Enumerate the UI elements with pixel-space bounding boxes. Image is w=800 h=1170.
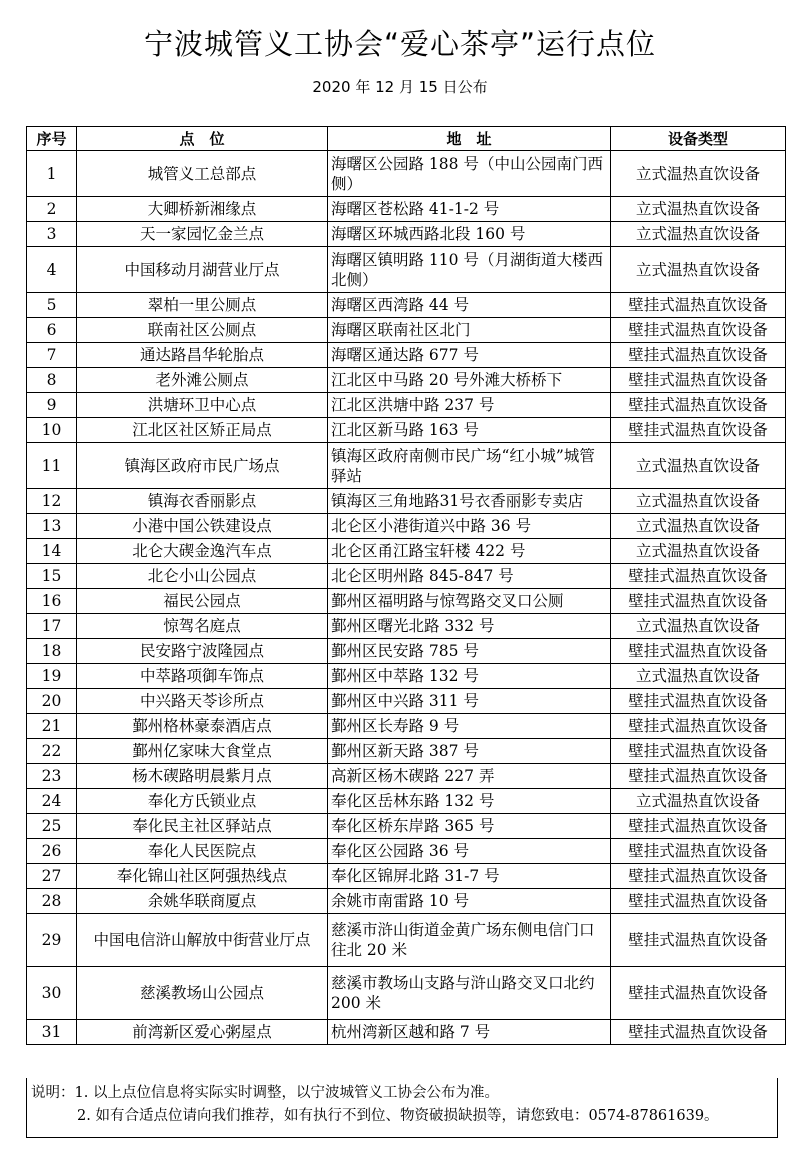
row-address: 鄞州区新天路 387 号 bbox=[328, 739, 611, 764]
row-location: 鄞州亿家味大食堂点 bbox=[77, 739, 328, 764]
row-location: 奉化人民医院点 bbox=[77, 839, 328, 864]
table-row bbox=[27, 393, 786, 418]
row-device-type: 立式温热直饮设备 bbox=[611, 489, 786, 514]
table-row bbox=[27, 151, 786, 197]
row-address: 海曙区镇明路 110 号（月湖街道大楼西北侧） bbox=[328, 247, 611, 293]
row-device-type: 壁挂式温热直饮设备 bbox=[611, 393, 786, 418]
row-device-type: 壁挂式温热直饮设备 bbox=[611, 739, 786, 764]
row-location: 余姚华联商厦点 bbox=[77, 889, 328, 914]
table-row bbox=[27, 739, 786, 764]
row-no: 31 bbox=[27, 1020, 77, 1045]
table-row bbox=[27, 764, 786, 789]
row-address: 杭州湾新区越和路 7 号 bbox=[328, 1020, 611, 1045]
table-row bbox=[27, 368, 786, 393]
row-device-type: 立式温热直饮设备 bbox=[611, 222, 786, 247]
row-location: 杨木碶路明晨紫月点 bbox=[77, 764, 328, 789]
row-device-type: 立式温热直饮设备 bbox=[611, 443, 786, 489]
row-device-type: 壁挂式温热直饮设备 bbox=[611, 889, 786, 914]
table-row bbox=[27, 864, 786, 889]
row-address: 奉化区岳林东路 132 号 bbox=[328, 789, 611, 814]
row-location: 中萃路项御车饰点 bbox=[77, 664, 328, 689]
row-location: 中国电信浒山解放中街营业厅点 bbox=[77, 914, 328, 967]
row-location: 中兴路天苓诊所点 bbox=[77, 689, 328, 714]
row-location: 江北区社区矫正局点 bbox=[77, 418, 328, 443]
row-location: 奉化锦山社区阿强热线点 bbox=[77, 864, 328, 889]
table-row bbox=[27, 714, 786, 739]
table-row bbox=[27, 789, 786, 814]
row-location: 镇海区政府市民广场点 bbox=[77, 443, 328, 489]
row-no: 4 bbox=[27, 247, 77, 293]
row-address: 海曙区环城西路北段 160 号 bbox=[328, 222, 611, 247]
table-row bbox=[27, 443, 786, 489]
table-row bbox=[27, 197, 786, 222]
header-location: 点 位 bbox=[77, 127, 328, 151]
row-location: 翠柏一里公厕点 bbox=[77, 293, 328, 318]
row-address: 鄞州区民安路 785 号 bbox=[328, 639, 611, 664]
row-address: 北仑区甬江路宝轩楼 422 号 bbox=[328, 539, 611, 564]
row-device-type: 壁挂式温热直饮设备 bbox=[611, 864, 786, 889]
row-device-type: 壁挂式温热直饮设备 bbox=[611, 368, 786, 393]
row-address: 海曙区联南社区北门 bbox=[328, 318, 611, 343]
table-row bbox=[27, 689, 786, 714]
row-location: 北仑小山公园点 bbox=[77, 564, 328, 589]
row-no: 26 bbox=[27, 839, 77, 864]
publish-date: 2020 年 12 月 15 日公布 bbox=[312, 78, 488, 96]
table-row bbox=[27, 914, 786, 967]
row-device-type: 壁挂式温热直饮设备 bbox=[611, 814, 786, 839]
row-address: 江北区洪塘中路 237 号 bbox=[328, 393, 611, 418]
row-no: 15 bbox=[27, 564, 77, 589]
row-address: 江北区中马路 20 号外滩大桥桥下 bbox=[328, 368, 611, 393]
row-no: 27 bbox=[27, 864, 77, 889]
page-title: 宁波城管义工协会“爱心茶亭”运行点位 bbox=[143, 27, 657, 61]
table-row bbox=[27, 343, 786, 368]
row-device-type: 壁挂式温热直饮设备 bbox=[611, 839, 786, 864]
row-address: 慈溪市教场山支路与浒山路交叉口北约 200 米 bbox=[328, 967, 611, 1020]
row-device-type: 壁挂式温热直饮设备 bbox=[611, 293, 786, 318]
row-no: 13 bbox=[27, 514, 77, 539]
row-address: 鄞州区中萃路 132 号 bbox=[328, 664, 611, 689]
row-location: 慈溪教场山公园点 bbox=[77, 967, 328, 1020]
table-row bbox=[27, 664, 786, 689]
header-address: 地 址 bbox=[328, 127, 611, 151]
row-no: 22 bbox=[27, 739, 77, 764]
locations-table bbox=[26, 126, 786, 1045]
row-no: 23 bbox=[27, 764, 77, 789]
row-no: 7 bbox=[27, 343, 77, 368]
row-no: 17 bbox=[27, 614, 77, 639]
row-location: 城管义工总部点 bbox=[77, 151, 328, 197]
table-row bbox=[27, 814, 786, 839]
table-row bbox=[27, 222, 786, 247]
row-no: 5 bbox=[27, 293, 77, 318]
row-address: 江北区新马路 163 号 bbox=[328, 418, 611, 443]
row-location: 北仑大碶金逸汽车点 bbox=[77, 539, 328, 564]
row-device-type: 壁挂式温热直饮设备 bbox=[611, 318, 786, 343]
row-device-type: 壁挂式温热直饮设备 bbox=[611, 589, 786, 614]
row-address: 慈溪市浒山街道金黄广场东侧电信门口往北 20 米 bbox=[328, 914, 611, 967]
row-location: 通达路昌华轮胎点 bbox=[77, 343, 328, 368]
row-no: 12 bbox=[27, 489, 77, 514]
table-row bbox=[27, 293, 786, 318]
row-no: 18 bbox=[27, 639, 77, 664]
row-no: 20 bbox=[27, 689, 77, 714]
row-device-type: 壁挂式温热直饮设备 bbox=[611, 639, 786, 664]
row-device-type: 立式温热直饮设备 bbox=[611, 789, 786, 814]
row-no: 2 bbox=[27, 197, 77, 222]
row-device-type: 立式温热直饮设备 bbox=[611, 539, 786, 564]
table-row bbox=[27, 889, 786, 914]
row-device-type: 立式温热直饮设备 bbox=[611, 514, 786, 539]
row-location: 老外滩公厕点 bbox=[77, 368, 328, 393]
header-device-type: 设备类型 bbox=[611, 127, 786, 151]
row-location: 前湾新区爱心粥屋点 bbox=[77, 1020, 328, 1045]
row-device-type: 壁挂式温热直饮设备 bbox=[611, 967, 786, 1020]
row-address: 北仑区明州路 845-847 号 bbox=[328, 564, 611, 589]
row-no: 6 bbox=[27, 318, 77, 343]
row-device-type: 壁挂式温热直饮设备 bbox=[611, 564, 786, 589]
row-address: 奉化区公园路 36 号 bbox=[328, 839, 611, 864]
row-device-type: 立式温热直饮设备 bbox=[611, 247, 786, 293]
row-address: 鄞州区福明路与惊驾路交叉口公厕 bbox=[328, 589, 611, 614]
row-address: 奉化区桥东岸路 365 号 bbox=[328, 814, 611, 839]
row-no: 24 bbox=[27, 789, 77, 814]
row-location: 镇海衣香丽影点 bbox=[77, 489, 328, 514]
table-row bbox=[27, 514, 786, 539]
row-location: 惊驾名庭点 bbox=[77, 614, 328, 639]
row-location: 联南社区公厕点 bbox=[77, 318, 328, 343]
table-header-row bbox=[27, 127, 786, 151]
row-address: 镇海区政府南侧市民广场“红小城”城管驿站 bbox=[328, 443, 611, 489]
row-device-type: 壁挂式温热直饮设备 bbox=[611, 914, 786, 967]
row-no: 11 bbox=[27, 443, 77, 489]
row-device-type: 壁挂式温热直饮设备 bbox=[611, 689, 786, 714]
row-no: 8 bbox=[27, 368, 77, 393]
table-row bbox=[27, 418, 786, 443]
table-row bbox=[27, 489, 786, 514]
row-address: 海曙区西湾路 44 号 bbox=[328, 293, 611, 318]
row-address: 海曙区通达路 677 号 bbox=[328, 343, 611, 368]
table-row bbox=[27, 247, 786, 293]
row-address: 鄞州区中兴路 311 号 bbox=[328, 689, 611, 714]
row-no: 25 bbox=[27, 814, 77, 839]
table-row bbox=[27, 539, 786, 564]
row-no: 21 bbox=[27, 714, 77, 739]
row-location: 民安路宁波隆园点 bbox=[77, 639, 328, 664]
table-row bbox=[27, 318, 786, 343]
row-address: 鄞州区长寿路 9 号 bbox=[328, 714, 611, 739]
row-address: 余姚市南雷路 10 号 bbox=[328, 889, 611, 914]
row-location: 奉化方氏锁业点 bbox=[77, 789, 328, 814]
row-no: 29 bbox=[27, 914, 77, 967]
row-no: 10 bbox=[27, 418, 77, 443]
table-row bbox=[27, 839, 786, 864]
row-no: 3 bbox=[27, 222, 77, 247]
row-location: 鄞州格林豪泰酒店点 bbox=[77, 714, 328, 739]
row-device-type: 壁挂式温热直饮设备 bbox=[611, 1020, 786, 1045]
table-row bbox=[27, 614, 786, 639]
row-device-type: 壁挂式温热直饮设备 bbox=[611, 418, 786, 443]
row-no: 9 bbox=[27, 393, 77, 418]
row-no: 28 bbox=[27, 889, 77, 914]
table-row bbox=[27, 1020, 786, 1045]
row-location: 中国移动月湖营业厅点 bbox=[77, 247, 328, 293]
row-location: 天一家园忆金兰点 bbox=[77, 222, 328, 247]
row-device-type: 立式温热直饮设备 bbox=[611, 151, 786, 197]
notes-section bbox=[26, 1078, 778, 1138]
row-device-type: 壁挂式温热直饮设备 bbox=[611, 714, 786, 739]
row-address: 高新区杨木碶路 227 弄 bbox=[328, 764, 611, 789]
row-device-type: 立式温热直饮设备 bbox=[611, 197, 786, 222]
note-line-1: 说明：1. 以上点位信息将实际实时调整，以宁波城管义工协会公布为准。 bbox=[31, 1085, 499, 1101]
row-device-type: 立式温热直饮设备 bbox=[611, 614, 786, 639]
row-location: 小港中国公铁建设点 bbox=[77, 514, 328, 539]
row-address: 海曙区公园路 188 号（中山公园南门西侧） bbox=[328, 151, 611, 197]
row-device-type: 壁挂式温热直饮设备 bbox=[611, 343, 786, 368]
row-location: 奉化民主社区驿站点 bbox=[77, 814, 328, 839]
row-location: 洪塘环卫中心点 bbox=[77, 393, 328, 418]
row-address: 海曙区苍松路 41-1-2 号 bbox=[328, 197, 611, 222]
row-address: 鄞州区曙光北路 332 号 bbox=[328, 614, 611, 639]
row-no: 19 bbox=[27, 664, 77, 689]
row-address: 镇海区三角地路31号衣香丽影专卖店 bbox=[328, 489, 611, 514]
row-device-type: 壁挂式温热直饮设备 bbox=[611, 764, 786, 789]
row-location: 福民公园点 bbox=[77, 589, 328, 614]
row-location: 大卿桥新湘缘点 bbox=[77, 197, 328, 222]
table-row bbox=[27, 564, 786, 589]
row-address: 奉化区锦屏北路 31-7 号 bbox=[328, 864, 611, 889]
row-no: 16 bbox=[27, 589, 77, 614]
row-no: 30 bbox=[27, 967, 77, 1020]
table-row bbox=[27, 589, 786, 614]
row-device-type: 立式温热直饮设备 bbox=[611, 664, 786, 689]
row-no: 1 bbox=[27, 151, 77, 197]
table-row bbox=[27, 967, 786, 1020]
row-address: 北仑区小港街道兴中路 36 号 bbox=[328, 514, 611, 539]
header-no: 序号 bbox=[27, 127, 77, 151]
row-no: 14 bbox=[27, 539, 77, 564]
table-row bbox=[27, 639, 786, 664]
note-line-2: 2. 如有合适点位请向我们推荐，如有执行不到位、物资破损缺损等，请您致电：0574-87861639。 bbox=[77, 1108, 719, 1124]
